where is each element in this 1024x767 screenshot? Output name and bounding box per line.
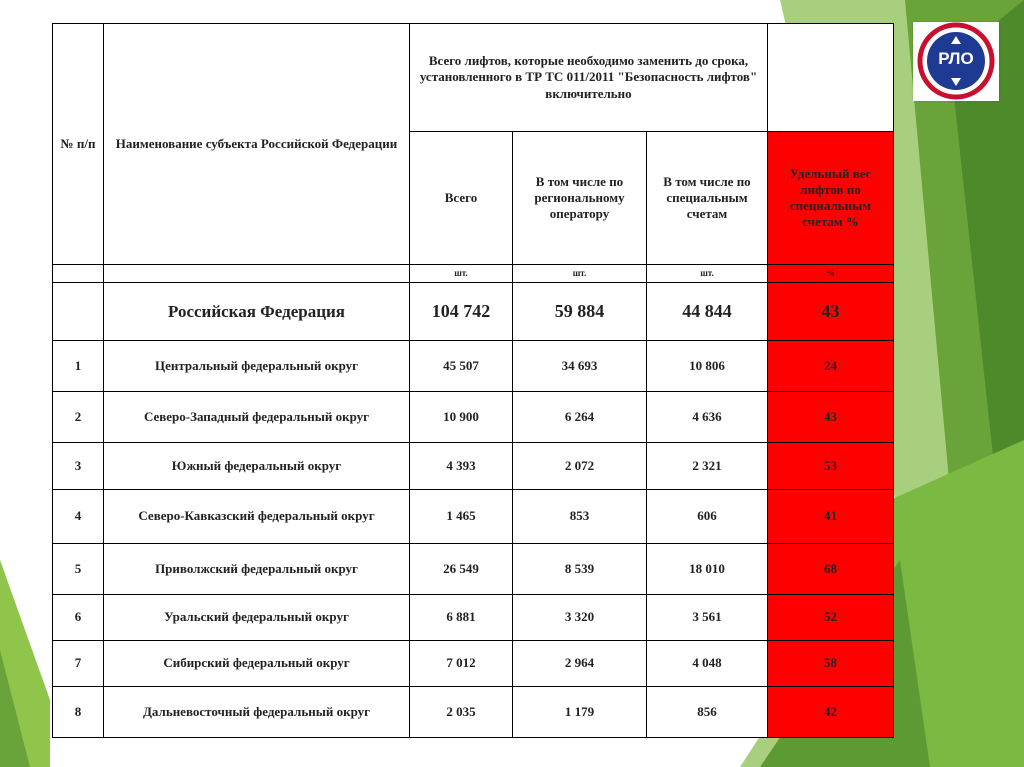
row-special: 856	[647, 687, 768, 738]
federation-special: 44 844	[647, 283, 768, 341]
table-row	[53, 595, 894, 641]
row-num: 6	[53, 595, 104, 641]
units-share: %	[768, 265, 894, 283]
row-share: 53	[768, 443, 894, 490]
row-num: 4	[53, 490, 104, 544]
row-name: Сибирский федеральный округ	[104, 641, 410, 687]
table-row	[53, 544, 894, 595]
row-name: Северо-Западный федеральный округ	[104, 392, 410, 443]
row-share: 41	[768, 490, 894, 544]
federation-regional: 59 884	[513, 283, 647, 341]
table-row	[53, 641, 894, 687]
table-row	[53, 443, 894, 490]
federation-num	[53, 283, 104, 341]
row-num: 5	[53, 544, 104, 595]
federation-name: Российская Федерация	[104, 283, 410, 341]
row-share: 24	[768, 341, 894, 392]
row-regional: 2 964	[513, 641, 647, 687]
row-special: 18 010	[647, 544, 768, 595]
row-special: 10 806	[647, 341, 768, 392]
row-regional: 6 264	[513, 392, 647, 443]
row-special: 3 561	[647, 595, 768, 641]
logo	[913, 22, 999, 101]
row-total: 4 393	[410, 443, 513, 490]
units-num	[53, 265, 104, 283]
row-total: 45 507	[410, 341, 513, 392]
federation-total: 104 742	[410, 283, 513, 341]
units-name	[104, 265, 410, 283]
row-name: Центральный федеральный округ	[104, 341, 410, 392]
header-regional: В том числе по региональному оператору	[513, 132, 647, 265]
row-total: 7 012	[410, 641, 513, 687]
row-special: 4 048	[647, 641, 768, 687]
row-share: 43	[768, 392, 894, 443]
elevator-replacement-table	[52, 23, 894, 738]
row-num: 1	[53, 341, 104, 392]
row-name: Южный федеральный округ	[104, 443, 410, 490]
row-name: Дальневосточный федеральный округ	[104, 687, 410, 738]
row-regional: 1 179	[513, 687, 647, 738]
header-share: Удельный вес лифтов по специальным счетам %	[768, 132, 894, 265]
header-group: Всего лифтов, которые необходимо заменить до срока, установленного в ТР ТС 011/2011 "Безопасность лифтов" включительно	[410, 24, 768, 132]
row-total: 26 549	[410, 544, 513, 595]
row-num: 7	[53, 641, 104, 687]
row-special: 4 636	[647, 392, 768, 443]
table-row	[53, 341, 894, 392]
row-share: 58	[768, 641, 894, 687]
header-special: В том числе по специальным счетам	[647, 132, 768, 265]
federation-share: 43	[768, 283, 894, 341]
row-total: 10 900	[410, 392, 513, 443]
row-name: Уральский федеральный округ	[104, 595, 410, 641]
header-row-1	[53, 24, 894, 132]
row-total: 1 465	[410, 490, 513, 544]
row-regional: 34 693	[513, 341, 647, 392]
row-total: 6 881	[410, 595, 513, 641]
federation-row	[53, 283, 894, 341]
table-row	[53, 687, 894, 738]
row-share: 52	[768, 595, 894, 641]
row-regional: 853	[513, 490, 647, 544]
units-special: шт.	[647, 265, 768, 283]
row-total: 2 035	[410, 687, 513, 738]
row-regional: 2 072	[513, 443, 647, 490]
row-num: 3	[53, 443, 104, 490]
units-total: шт.	[410, 265, 513, 283]
row-num: 2	[53, 392, 104, 443]
table-row	[53, 490, 894, 544]
header-num: № п/п	[53, 24, 104, 265]
row-name: Приволжский федеральный округ	[104, 544, 410, 595]
row-name: Северо-Кавказский федеральный округ	[104, 490, 410, 544]
logo-text: РЛО	[938, 49, 974, 68]
units-row	[53, 265, 894, 283]
header-name: Наименование субъекта Российской Федерации	[104, 24, 410, 265]
units-regional: шт.	[513, 265, 647, 283]
header-blank	[768, 24, 894, 132]
row-regional: 8 539	[513, 544, 647, 595]
row-regional: 3 320	[513, 595, 647, 641]
row-share: 68	[768, 544, 894, 595]
row-share: 42	[768, 687, 894, 738]
table-row	[53, 392, 894, 443]
row-num: 8	[53, 687, 104, 738]
header-total: Всего	[410, 132, 513, 265]
row-special: 606	[647, 490, 768, 544]
row-special: 2 321	[647, 443, 768, 490]
